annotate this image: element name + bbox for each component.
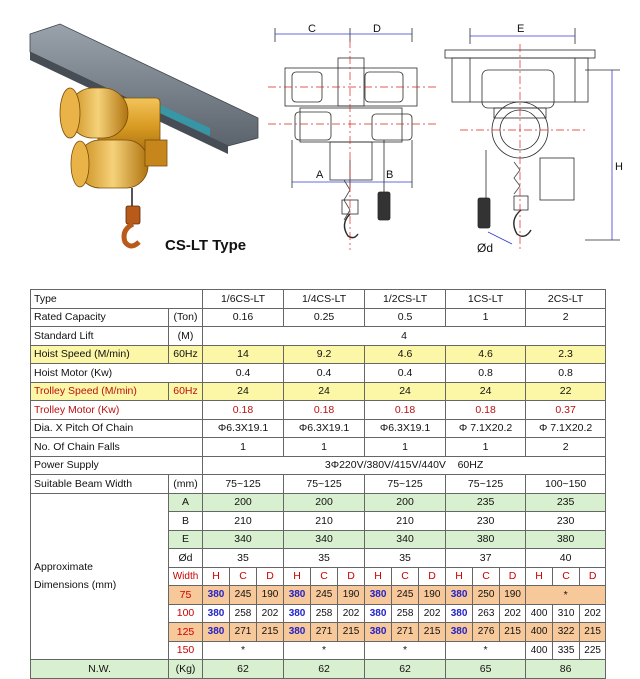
cell-value: 62 (284, 660, 365, 679)
width-value: 150 (169, 641, 203, 660)
row-power-supply (31, 456, 606, 475)
cell-h: 380 (446, 623, 473, 642)
row-unit: 60Hz (169, 345, 203, 364)
hcd-header: D (419, 567, 446, 586)
cell-value: 100~150 (526, 475, 606, 494)
cell-value: 0.18 (203, 401, 284, 420)
cell-d: 215 (580, 623, 606, 642)
cell-h: 380 (203, 604, 230, 623)
cell-value: 22 (526, 382, 606, 401)
row-label: Hoist Speed (M/min) (31, 345, 169, 364)
cell-d: 190 (500, 586, 526, 605)
cell-c: 250 (473, 586, 500, 605)
cell-h: 400 (526, 641, 553, 660)
cell-d: 190 (338, 586, 365, 605)
cell-value: 35 (284, 549, 365, 568)
row-chain-falls (31, 438, 606, 457)
cell-d: 190 (257, 586, 284, 605)
row-label: Trolley Motor (Kw) (31, 401, 203, 420)
cell-value: 210 (284, 512, 365, 531)
cell-value: 0.8 (446, 364, 526, 383)
cell-value: 86 (526, 660, 606, 679)
cell-value: 75~125 (365, 475, 446, 494)
cell-h: 380 (284, 604, 311, 623)
model-header: 2CS-LT (526, 290, 606, 309)
cell-value: Φ6.3X19.1 (203, 419, 284, 438)
dim-label: Ød (169, 549, 203, 568)
cell-value: 0.16 (203, 308, 284, 327)
dim-label-h: H (615, 161, 623, 173)
cell-value: 1 (446, 438, 526, 457)
cell-value: 75~125 (203, 475, 284, 494)
cell-c: 271 (230, 623, 257, 642)
spec-table (30, 289, 606, 679)
cell-value: 35 (365, 549, 446, 568)
cell-value: 24 (203, 382, 284, 401)
cell-c: 258 (392, 604, 419, 623)
cell-value: 24 (365, 382, 446, 401)
cell-value: 75~125 (446, 475, 526, 494)
cell-value: 340 (203, 530, 284, 549)
cell-value: 2 (526, 308, 606, 327)
side-view-drawing (445, 28, 620, 244)
cell-c: 310 (553, 604, 580, 623)
cell-c: 245 (311, 586, 338, 605)
dim-label-b: B (386, 169, 394, 181)
cell-c: 258 (230, 604, 257, 623)
hcd-header: C (392, 567, 419, 586)
dim-label-e: E (517, 23, 525, 35)
row-hoist-motor (31, 364, 606, 383)
cell-value: 37 (446, 549, 526, 568)
cell-h: 380 (446, 586, 473, 605)
cell-value: 24 (446, 382, 526, 401)
cell-c: 276 (473, 623, 500, 642)
dim-label-d: D (373, 23, 381, 35)
approx-dimensions-label (31, 493, 169, 660)
cell-d: 215 (257, 623, 284, 642)
hcd-header: H (526, 567, 553, 586)
row-beam-width (31, 475, 606, 494)
cell-d: 215 (419, 623, 446, 642)
model-header: 1/4CS-LT (284, 290, 365, 309)
hcd-header: D (500, 567, 526, 586)
cell-h: 400 (526, 623, 553, 642)
cell-h: 380 (284, 623, 311, 642)
approx-label-line2: Dimensions (mm) (34, 579, 117, 592)
cell-value: 0.37 (526, 401, 606, 420)
cell-value: 3Φ220V/380V/415V/440V 60HZ (203, 456, 606, 475)
cell-value: 0.4 (203, 364, 284, 383)
cell-d: 202 (500, 604, 526, 623)
row-unit: (Kg) (169, 660, 203, 679)
cell-d: 202 (419, 604, 446, 623)
cell-c: 245 (392, 586, 419, 605)
cell-value: 235 (446, 493, 526, 512)
cell-value: 200 (365, 493, 446, 512)
row-label: Suitable Beam Width (31, 475, 169, 494)
width-value: 100 (169, 604, 203, 623)
hcd-header: H (203, 567, 230, 586)
cell-star: * (526, 586, 606, 605)
model-header: 1/2CS-LT (365, 290, 446, 309)
cell-value: 62 (203, 660, 284, 679)
cell-value: 75~125 (284, 475, 365, 494)
cell-value: 210 (203, 512, 284, 531)
cell-value: 0.4 (284, 364, 365, 383)
cell-value: 1 (203, 438, 284, 457)
width-value: 75 (169, 586, 203, 605)
cell-value: 35 (203, 549, 284, 568)
cell-c: 271 (311, 623, 338, 642)
cell-value: 40 (526, 549, 606, 568)
row-standard-lift (31, 327, 606, 346)
cell-value: 2 (526, 438, 606, 457)
cell-c: 258 (311, 604, 338, 623)
hcd-header: H (446, 567, 473, 586)
cell-value: 210 (365, 512, 446, 531)
cell-value: Φ 7.1X20.2 (526, 419, 606, 438)
cell-star: * (284, 641, 365, 660)
cell-value: 1 (284, 438, 365, 457)
cell-h: 380 (203, 586, 230, 605)
width-label: Width (169, 567, 203, 586)
cell-value: 24 (284, 382, 365, 401)
cell-h: 380 (365, 586, 392, 605)
cell-c: 263 (473, 604, 500, 623)
hcd-header: D (338, 567, 365, 586)
row-label: Dia. X Pitch Of Chain (31, 419, 203, 438)
product-figures (0, 0, 640, 262)
cell-value: Φ6.3X19.1 (284, 419, 365, 438)
cell-value: 2.3 (526, 345, 606, 364)
cell-c: 245 (230, 586, 257, 605)
cell-value: 0.18 (365, 401, 446, 420)
cell-value: Φ6.3X19.1 (365, 419, 446, 438)
cell-value: 200 (203, 493, 284, 512)
width-value: 125 (169, 623, 203, 642)
hcd-header: H (365, 567, 392, 586)
row-rated-capacity (31, 308, 606, 327)
cell-d: 225 (580, 641, 606, 660)
dim-label: E (169, 530, 203, 549)
row-unit: 60Hz (169, 382, 203, 401)
cell-d: 202 (257, 604, 284, 623)
cell-h: 380 (284, 586, 311, 605)
row-unit: (mm) (169, 475, 203, 494)
cell-h: 380 (203, 623, 230, 642)
cell-c: 322 (553, 623, 580, 642)
model-header: 1/6CS-LT (203, 290, 284, 309)
hcd-header: H (284, 567, 311, 586)
cell-value: 0.5 (365, 308, 446, 327)
type-label: Type (31, 290, 203, 309)
cell-value: 235 (526, 493, 606, 512)
row-dim-a (31, 493, 606, 512)
row-label: No. Of Chain Falls (31, 438, 203, 457)
cell-value: 340 (365, 530, 446, 549)
cell-h: 400 (526, 604, 553, 623)
row-unit: (M) (169, 327, 203, 346)
row-trolley-motor (31, 401, 606, 420)
cell-value: 1 (365, 438, 446, 457)
row-net-weight (31, 660, 606, 679)
cell-value: 62 (365, 660, 446, 679)
row-trolley-speed (31, 382, 606, 401)
cell-value: 380 (526, 530, 606, 549)
dim-label-phid: Ød (477, 241, 494, 255)
cell-value: 230 (526, 512, 606, 531)
row-label: Hoist Motor (Kw) (31, 364, 203, 383)
cell-d: 202 (580, 604, 606, 623)
cell-h: 380 (446, 604, 473, 623)
cell-d: 202 (338, 604, 365, 623)
cell-value: 9.2 (284, 345, 365, 364)
hcd-header: C (230, 567, 257, 586)
hcd-header: C (311, 567, 338, 586)
cell-value: 0.18 (446, 401, 526, 420)
dim-label-a: A (316, 169, 324, 181)
cell-value: 380 (446, 530, 526, 549)
hcd-header: D (257, 567, 284, 586)
cell-d: 215 (338, 623, 365, 642)
hoist-illustration (30, 24, 258, 246)
approx-label-line1: Approximate (34, 561, 93, 574)
row-label: N.W. (31, 660, 169, 679)
model-header: 1CS-LT (446, 290, 526, 309)
cell-value: 0.18 (284, 401, 365, 420)
row-hoist-speed (31, 345, 606, 364)
cell-value: 340 (284, 530, 365, 549)
row-chain-dia (31, 419, 606, 438)
dim-label: A (169, 493, 203, 512)
cell-value: 0.4 (365, 364, 446, 383)
cell-value: 65 (446, 660, 526, 679)
row-label: Rated Capacity (31, 308, 169, 327)
cell-value: 14 (203, 345, 284, 364)
cell-d: 190 (419, 586, 446, 605)
cell-value: 230 (446, 512, 526, 531)
cell-c: 335 (553, 641, 580, 660)
cell-c: 271 (392, 623, 419, 642)
product-label: CS-LT Type (165, 237, 247, 254)
row-unit: (Ton) (169, 308, 203, 327)
row-type (31, 290, 606, 309)
dim-label-c: C (308, 23, 316, 35)
hcd-header: D (580, 567, 606, 586)
cell-value: 0.25 (284, 308, 365, 327)
cell-d: 215 (500, 623, 526, 642)
cell-h: 380 (365, 623, 392, 642)
cell-value: 4 (203, 327, 606, 346)
hcd-header: C (473, 567, 500, 586)
cell-value: 4.6 (446, 345, 526, 364)
row-label: Standard Lift (31, 327, 169, 346)
row-label: Trolley Speed (M/min) (31, 382, 169, 401)
cell-h: 380 (365, 604, 392, 623)
cell-value: 0.8 (526, 364, 606, 383)
row-label: Power Supply (31, 456, 203, 475)
cell-star: * (365, 641, 446, 660)
cell-value: 1 (446, 308, 526, 327)
cell-value: 4.6 (365, 345, 446, 364)
hcd-header: C (553, 567, 580, 586)
front-view-drawing (275, 28, 417, 238)
dim-label: B (169, 512, 203, 531)
cell-value: Φ 7.1X20.2 (446, 419, 526, 438)
cell-star: * (446, 641, 526, 660)
cell-star: * (203, 641, 284, 660)
cell-value: 200 (284, 493, 365, 512)
